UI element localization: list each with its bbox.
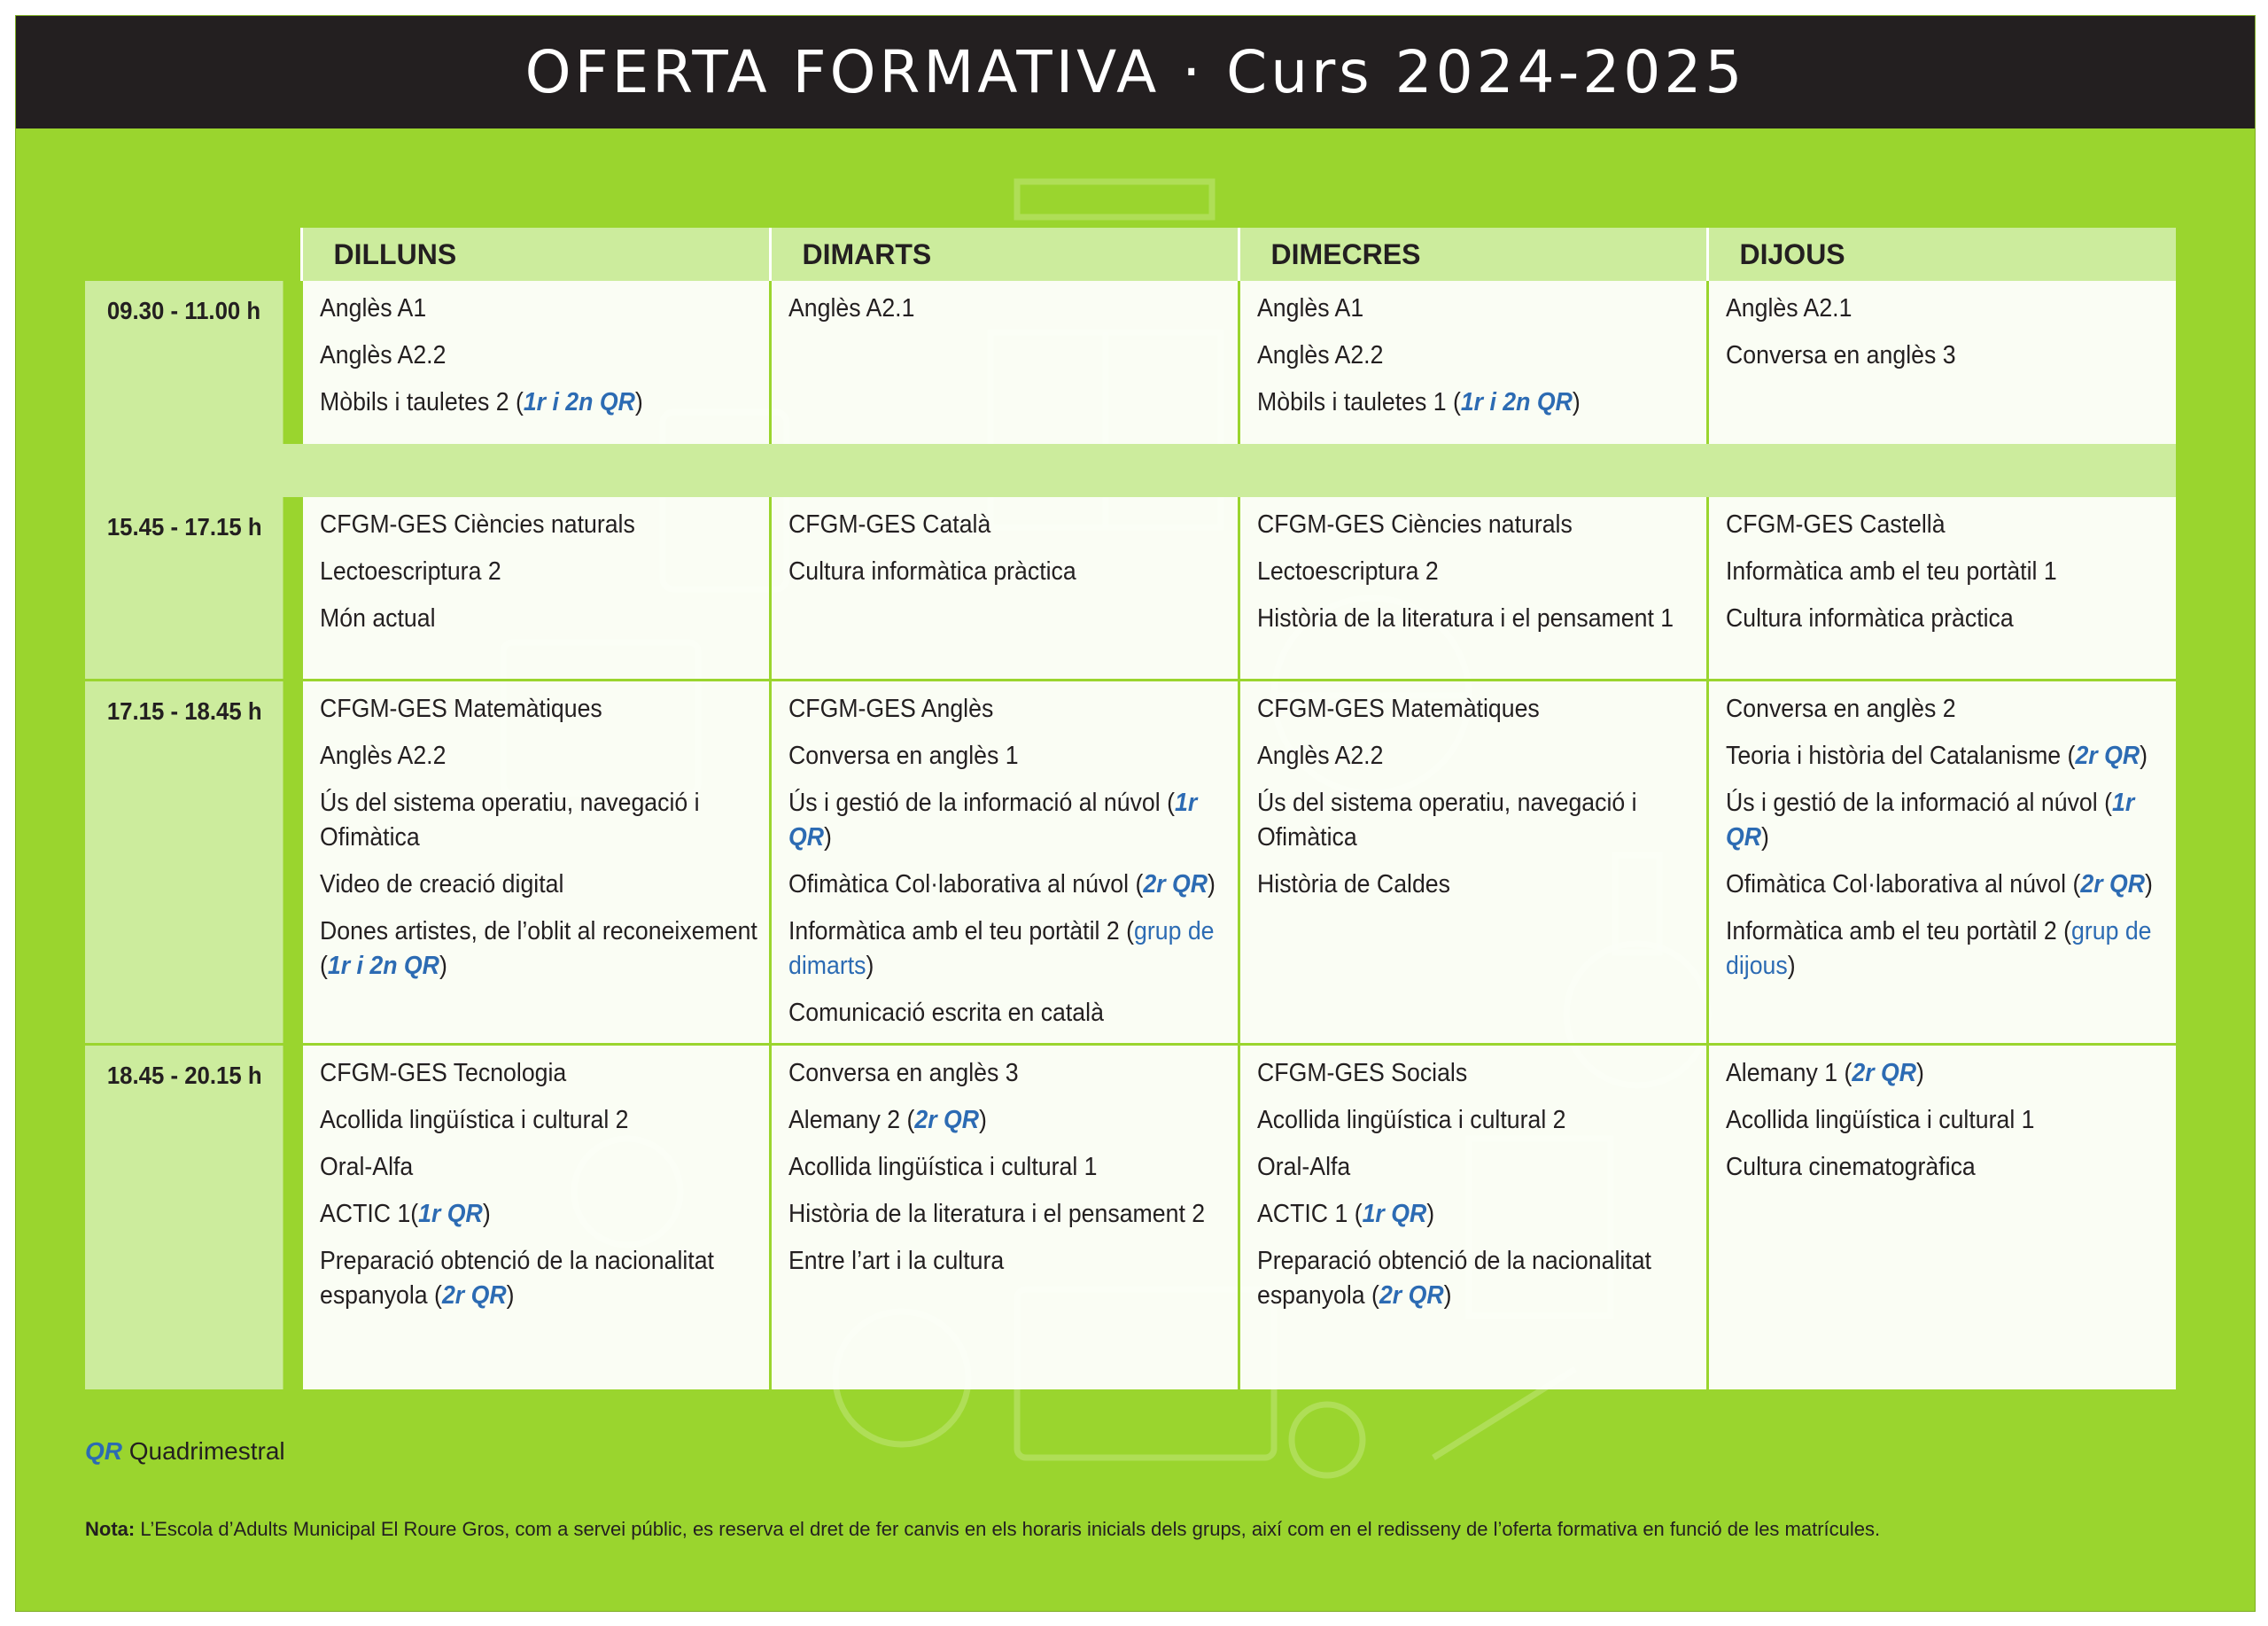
course-item: Conversa en anglès 1	[788, 741, 1019, 770]
ruler-icon	[1017, 182, 1212, 217]
day-header-row	[85, 228, 2176, 281]
schedule-cell	[770, 281, 1239, 444]
schedule-cell	[1707, 281, 2176, 444]
course-item: CFGM-GES Socials	[1256, 1058, 1467, 1087]
course-item: Dones artistes, de l’oblit al reconeixement (1r i 2n QR)	[319, 916, 757, 980]
time-slot: 15.45 - 17.15 h	[85, 497, 284, 680]
qr-tag: 2r QR	[441, 1280, 507, 1310]
time-row	[85, 281, 2176, 444]
schedule-cell	[1707, 1044, 2176, 1389]
page-title: OFERTA FORMATIVA · Curs 2024-2025	[524, 38, 1746, 106]
schedule-cell	[770, 497, 1239, 680]
qr-tag: 1r i 2n QR	[1460, 388, 1573, 416]
schedule-cell	[1239, 680, 1707, 1044]
gear-icon	[1292, 1404, 1363, 1475]
qr-tag: 2r QR	[2074, 741, 2140, 770]
poster	[15, 15, 2256, 1612]
course-item: CFGM-GES Matemàtiques	[1256, 694, 1540, 723]
course-item: Cultura informàtica pràctica	[788, 557, 1076, 586]
course-item: Anglès A1	[1256, 294, 1363, 323]
course-item: Preparació obtenció de la nacionalitat espanyola (2r QR)	[319, 1246, 714, 1310]
course-item: Acollida lingüística i cultural 1	[788, 1152, 1098, 1181]
course-item: CFGM-GES Català	[788, 510, 990, 539]
qr-tag: 1r QR	[1362, 1199, 1426, 1228]
course-item: Comunicació escrita en català	[788, 998, 1104, 1027]
course-item: CFGM-GES Ciències naturals	[1256, 510, 1573, 539]
course-item: Acollida lingüística i cultural 1	[1725, 1105, 2035, 1134]
group-tag: grup de dimarts	[788, 916, 1214, 980]
footnote-text: L’Escola d’Adults Municipal El Roure Gros, com a servei públic, es reserva el dret de fer canvis en els horaris inicials dels grups, així com en el redisseny de l’oferta formativa en funció de les matrícules.	[140, 1518, 1881, 1540]
schedule-cell	[770, 1044, 1239, 1389]
legend-abbr: QR	[85, 1437, 122, 1465]
course-item: CFGM-GES Ciències naturals	[319, 510, 635, 539]
course-item: Anglès A2.2	[1256, 741, 1383, 770]
schedule-cell	[1707, 680, 2176, 1044]
course-item: Ús i gestió de la informació al núvol (1r QR)	[788, 788, 1197, 852]
course-item: Preparació obtenció de la nacionalitat espanyola (2r QR)	[1256, 1246, 1651, 1310]
course-item: Anglès A2.1	[788, 294, 914, 323]
course-item: CFGM-GES Tecnologia	[319, 1058, 566, 1087]
course-item: Entre l’art i la cultura	[788, 1246, 1004, 1275]
course-item: Anglès A2.2	[319, 741, 446, 770]
course-item: Cultura informàtica pràctica	[1725, 604, 2014, 633]
course-item: Conversa en anglès 3	[1725, 341, 1956, 370]
course-item: Lectoescriptura 2	[319, 557, 501, 586]
course-item: CFGM-GES Anglès	[788, 694, 993, 723]
footnote-label: Nota:	[85, 1518, 136, 1540]
course-item: Ofimàtica Col·laborativa al núvol (2r QR)	[788, 869, 1216, 899]
course-item: ACTIC 1(1r QR)	[319, 1199, 491, 1228]
footnote	[85, 1518, 1880, 1541]
course-item: Acollida lingüística i cultural 2	[1256, 1105, 1566, 1134]
course-item: Mòbils i tauletes 2 (1r i 2n QR)	[319, 388, 643, 416]
course-item: CFGM-GES Matemàtiques	[319, 694, 602, 723]
course-item: Món actual	[319, 604, 436, 633]
day-header-dimarts: DIMARTS	[770, 228, 1239, 281]
course-item: Mòbils i tauletes 1 (1r i 2n QR)	[1256, 388, 1581, 416]
course-item: Ús del sistema operatiu, navegació i Ofimàtica	[319, 788, 700, 852]
course-item: Conversa en anglès 3	[788, 1058, 1019, 1087]
course-item: Anglès A1	[319, 294, 426, 323]
time-row	[85, 497, 2176, 680]
course-item: Ús i gestió de la informació al núvol (1r QR)	[1725, 788, 2134, 852]
course-item: Història de la literatura i el pensament 2	[788, 1199, 1205, 1228]
course-item: CFGM-GES Castellà	[1725, 510, 1946, 539]
course-item: Ús del sistema operatiu, navegació i Ofimàtica	[1256, 788, 1637, 852]
course-item: Oral-Alfa	[1256, 1152, 1350, 1181]
course-item: Oral-Alfa	[319, 1152, 413, 1181]
schedule-cell	[770, 680, 1239, 1044]
course-item: ACTIC 1 (1r QR)	[1256, 1199, 1434, 1228]
title-bar	[16, 16, 2255, 128]
schedule-cell	[301, 281, 770, 444]
day-header-dijous: DIJOUS	[1707, 228, 2176, 281]
break-row	[85, 444, 2176, 497]
time-slot: 18.45 - 20.15 h	[85, 1044, 284, 1389]
day-header-dimecres: DIMECRES	[1239, 228, 1707, 281]
course-item: Història de la literatura i el pensament 1	[1256, 604, 1674, 633]
course-item: Video de creació digital	[319, 869, 563, 899]
course-item: Informàtica amb el teu portàtil 1	[1725, 557, 2057, 586]
header-corner	[85, 228, 301, 281]
schedule-cell	[301, 1044, 770, 1389]
course-item: Anglès A2.2	[1256, 341, 1383, 370]
course-item: Acollida lingüística i cultural 2	[319, 1105, 629, 1134]
course-item: Alemany 1 (2r QR)	[1725, 1058, 1924, 1087]
course-item: Informàtica amb el teu portàtil 2 (grup de dimarts)	[788, 916, 1214, 980]
time-slot: 09.30 - 11.00 h	[85, 281, 284, 444]
qr-tag: 1r QR	[1725, 788, 2134, 852]
course-item: Anglès A2.1	[1725, 294, 1852, 323]
qr-tag: 1r QR	[788, 788, 1197, 852]
qr-tag: 1r i 2n QR	[523, 388, 635, 416]
course-item: Anglès A2.2	[319, 341, 446, 370]
schedule-cell	[301, 497, 770, 680]
course-item: Teoria i història del Catalanisme (2r QR)	[1725, 741, 2148, 770]
schedule-cell	[1707, 497, 2176, 680]
day-header-dilluns: DILLUNS	[301, 228, 770, 281]
course-item: Informàtica amb el teu portàtil 2 (grup de dijous)	[1725, 916, 2151, 980]
schedule-table	[85, 228, 2176, 1389]
schedule-cell	[301, 680, 770, 1044]
schedule-cell	[1239, 1044, 1707, 1389]
legend-label: Quadrimestral	[128, 1437, 285, 1465]
course-item: Lectoescriptura 2	[1256, 557, 1439, 586]
qr-tag: 2r QR	[913, 1105, 979, 1134]
break-band	[85, 444, 2176, 497]
course-item: Història de Caldes	[1256, 869, 1450, 899]
course-item: Ofimàtica Col·laborativa al núvol (2r QR)	[1725, 869, 2153, 899]
time-slot: 17.15 - 18.45 h	[85, 680, 284, 1044]
qr-tag: 2r QR	[1851, 1058, 1916, 1087]
time-row	[85, 680, 2176, 1044]
course-item: Conversa en anglès 2	[1725, 694, 1956, 723]
course-item: Alemany 2 (2r QR)	[788, 1105, 987, 1134]
qr-tag: 1r i 2n QR	[327, 951, 439, 980]
time-row	[85, 1044, 2176, 1389]
course-item: Cultura cinematogràfica	[1725, 1152, 1976, 1181]
schedule-cell	[1239, 497, 1707, 680]
qr-tag: 2r QR	[1379, 1280, 1444, 1310]
qr-tag: 2r QR	[1142, 869, 1208, 899]
group-tag: grup de dijous	[1725, 916, 2151, 980]
schedule-cell	[1239, 281, 1707, 444]
qr-tag: 2r QR	[2079, 869, 2145, 899]
legend	[85, 1437, 285, 1466]
qr-tag: 1r QR	[417, 1199, 483, 1228]
